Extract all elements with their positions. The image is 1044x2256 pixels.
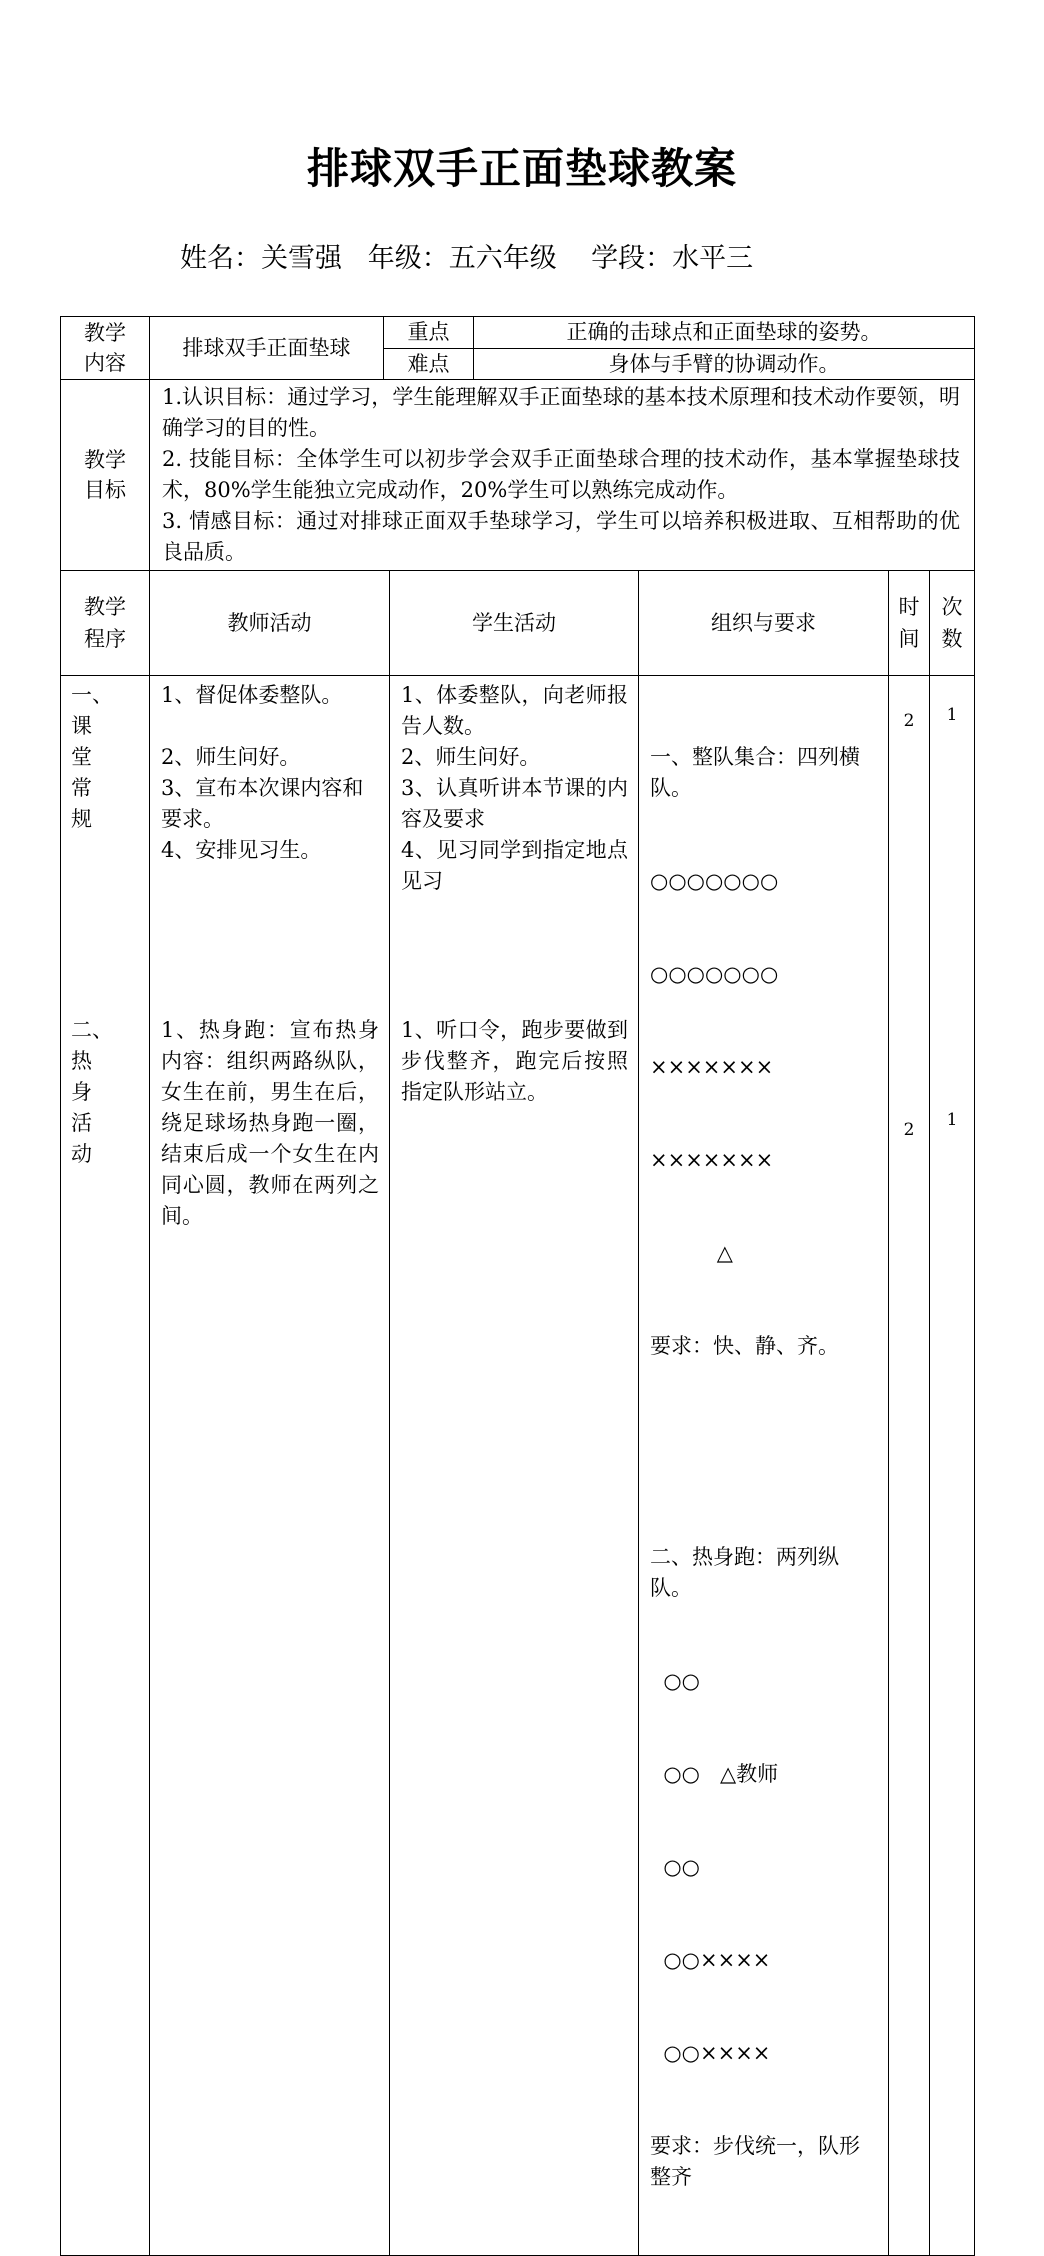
col-organization: 组织与要求 [639, 571, 889, 676]
teacher-activity-cell [150, 676, 390, 2256]
difficulty-label: 难点 [384, 348, 474, 380]
difficulty-value: 身体与手臂的协调动作。 [474, 348, 975, 380]
section-2-time: 2 [903, 1120, 915, 1140]
teacher-info-line: 姓名：关雪强 年级：五六年级 学段：水平三 [180, 243, 754, 274]
goals-block [150, 380, 975, 571]
content-label: 教学内容 [61, 317, 150, 380]
key-point-label: 重点 [384, 317, 474, 349]
key-point-value: 正确的击球点和正面垫球的姿势。 [474, 317, 975, 349]
section-2-procedure: 二、 热 身 活 动 [71, 1018, 113, 1166]
section-1-student: 1、体委整队，向老师报告人数。 2、师生问好。 3、认真听讲本节课的内容及要求 4、见习同学到指定地点见习 [401, 683, 628, 893]
section-1-time: 2 [903, 711, 915, 731]
goals-label: 教学目标 [61, 380, 150, 571]
col-teacher: 教师活动 [150, 571, 390, 676]
section-1-organization: 一、整队集合：四列横队。 ○○○○○○○ ○○○○○○○ ××××××× ××××××× △ 要求：快、静、齐。 [650, 745, 860, 1358]
lesson-plan-table-procedure [60, 570, 975, 2256]
goal-skill: 2. 技能目标：全体学生可以初步学会双手正面垫球合理的技术动作，基本掌握垫球技术，80%学生能独立完成动作，20%学生可以熟练完成动作。 [162, 447, 960, 502]
section-2-organization: 二、热身跑：两列纵队。 ○○ ○○ △教师 ○○ ○○×××× ○○×××× 要求：步伐统一，队形整齐 [650, 1545, 860, 2189]
count-cell [930, 676, 975, 2256]
section-2-student: 1、听口令，跑步要做到步伐整齐，跑完后按照指定队形站立。 [401, 1018, 628, 1104]
section-2-count: 1 [946, 1110, 958, 1130]
organization-cell [639, 676, 889, 2256]
procedure-cell [61, 676, 150, 2256]
col-count: 次数 [930, 571, 975, 676]
section-1-teacher: 1、督促体委整队。 2、师生问好。 3、宣布本次课内容和要求。 4、安排见习生。 [161, 683, 364, 862]
lesson-plan-sheet [60, 316, 974, 2256]
section-2-teacher: 1、热身跑：宣布热身内容：组织两路纵队，女生在前，男生在后，绕足球场热身跑一圈，结束后成一个女生在内同心圆，教师在两列之间。 [161, 1018, 379, 1228]
col-student: 学生活动 [390, 571, 639, 676]
content-value: 排球双手正面垫球 [150, 317, 384, 380]
col-time: 时间 [889, 571, 930, 676]
page-title: 排球双手正面垫球教案 [306, 144, 737, 193]
section-1-count: 1 [946, 705, 958, 725]
goal-affective: 3. 情感目标：通过对排球正面双手垫球学习，学生可以培养积极进取、互相帮助的优良品质。 [162, 509, 960, 564]
goal-cognitive: 1.认识目标：通过学习，学生能理解双手正面垫球的基本技术原理和技术动作要领，明确学习的目的性。 [162, 385, 960, 440]
section-1-procedure: 一、 课 堂 常 规 [71, 683, 113, 831]
col-procedure: 教学程序 [61, 571, 150, 676]
time-cell [889, 676, 930, 2256]
lesson-plan-table-top [60, 316, 975, 571]
student-activity-cell [390, 676, 639, 2256]
